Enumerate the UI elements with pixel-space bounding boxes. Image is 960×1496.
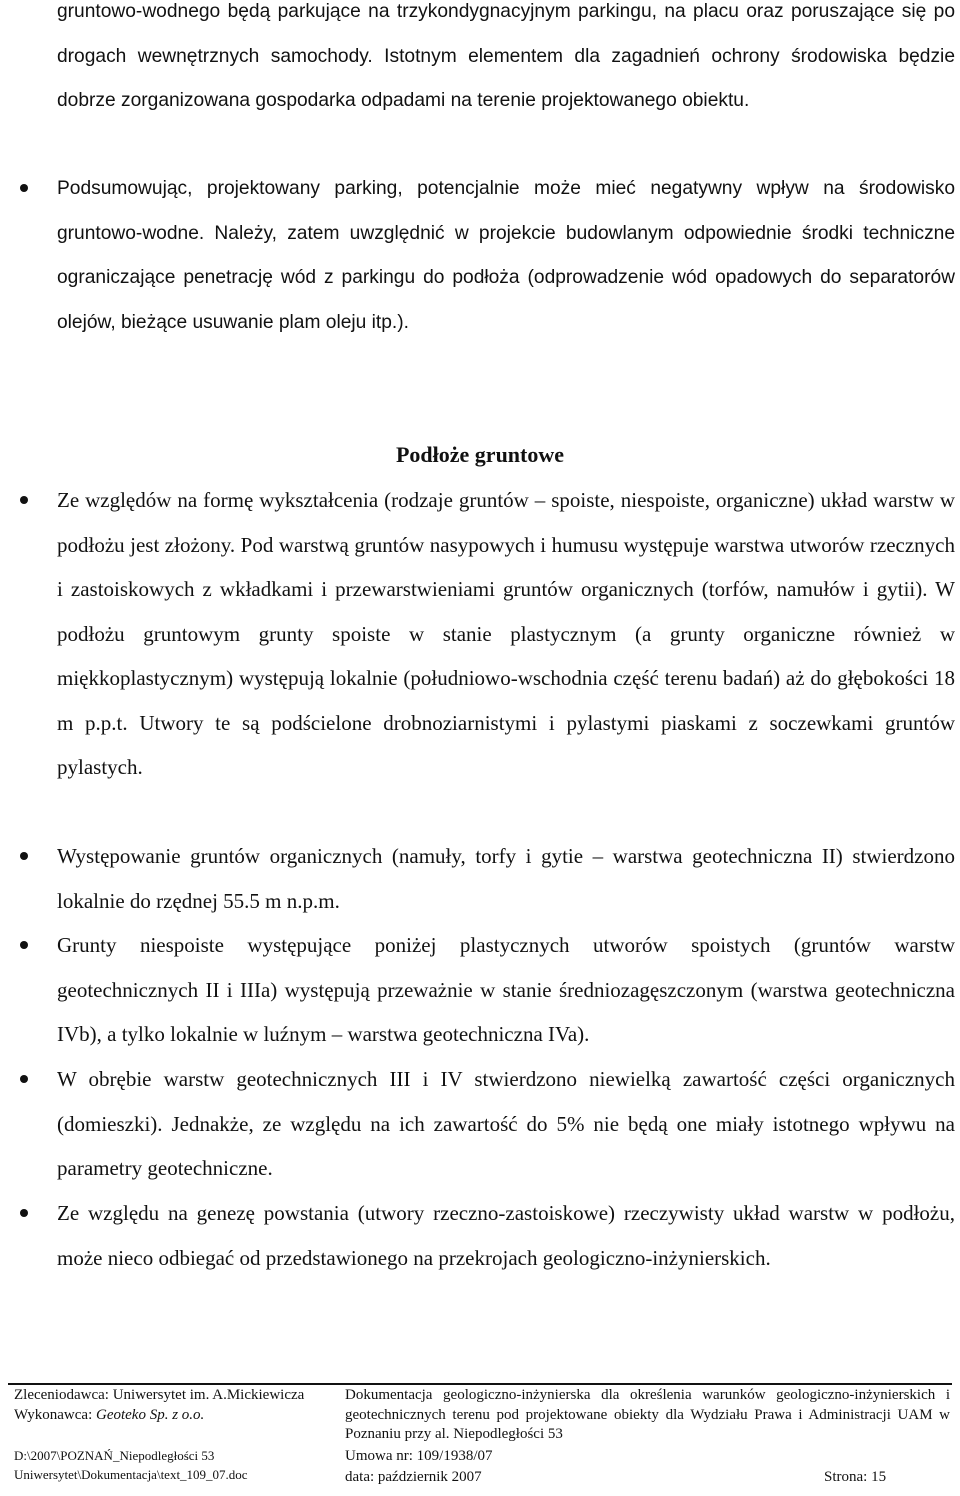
section-heading: Podłoże gruntowe: [395, 442, 565, 467]
bullet-icon: [20, 184, 28, 192]
paragraph-soil-layers: Ze względów na formę wykształcenia (rodzaje gruntów – spoiste, niespoiste, organiczne) układ warstw w podłożu jest złożony. Pod warstwą gruntów nasypowych i humusu występuje warstwa utworów rzecznych i zastoiskowych z wkładkami i przewarstwieniami gruntów organicznych (torfów, namułów i gytii). W podłożu gruntowym grunty spoiste w stanie plastycznym (a grunty organiczne również w miękkoplastycznym) występują lokalnie (południowo-wschodnia część terenu badań) aż do głębokości 18 m p.p.t. Utwory te są podścielone drobnoziarnistymi i pylastymi piaskami z soczewkami gruntów pylastych.: [57, 488, 955, 779]
paragraph-genesis: Ze względu na genezę powstania (utwory rzeczno-zastoiskowe) rzeczywisty układ warstw w podłożu, może nieco odbiegać od przedstawionego na przekrojach geologiczno-inżynierskich.: [57, 1201, 955, 1270]
bullet-icon: [20, 496, 28, 504]
footer-divider: [8, 1383, 952, 1385]
bullet-icon: [20, 941, 28, 949]
footer-contractor: [14, 1406, 344, 1426]
bullet-icon: [20, 1075, 28, 1083]
footer-contractor-label: Wykonawca:: [14, 1407, 96, 1423]
footer-client: Zleceniodawca: Uniwersytet im. A.Mickiewicza: [14, 1387, 305, 1403]
footer-file-path-line2: Uniwersytet\Dokumentacja\text_109_07.doc: [14, 1467, 248, 1482]
footer-page-number: Strona: 15: [824, 1469, 887, 1485]
footer-date: data: październik 2007: [345, 1469, 482, 1485]
bullet-icon: [20, 852, 28, 860]
footer-file-path-line1: D:\2007\POZNAŃ_Niepodległości 53: [14, 1448, 215, 1463]
paragraph-summary: Podsumowując, projektowany parking, potencjalnie może mieć negatywny wpływ na środowisko gruntowo-wodne. Należy, zatem uwzględnić w projekcie budowlanym odpowiednie środki techniczne ograniczające penetrację wód z parkingu do podłoża (odprowadzenie wód opadowych do separatorów olejów, bieżące usuwanie plam oleju itp.).: [57, 178, 955, 333]
bullet-icon: [20, 1209, 28, 1217]
footer-contractor-name: Geoteko Sp. z o.o.: [95, 1407, 205, 1423]
paragraph-organic-admixtures: W obrębie warstw geotechnicznych III i IV stwierdzono niewielką zawartość części organicznych (domieszki). Jednakże, ze względu na ich zawartość do 5% nie będą one miały istotnego wpływu na parametry geotechniczne.: [57, 1067, 955, 1180]
footer-contract-number: Umowa nr: 109/1938/07: [345, 1448, 493, 1464]
paragraph-intro-continuation: gruntowo-wodnego będą parkujące na trzykondygnacyjnym parkingu, na placu oraz poruszające się po drogach wewnętrznych samochody. Istotnym elementem dla zagadnień ochrony środowiska będzie dobrze zorganizowana gospodarka odpadami na terenie projektowanego obiektu.: [57, 1, 955, 111]
footer-document-title: Dokumentacja geologiczno-inżynierska dla określenia warunków geologiczno-inżynierskich i geotechnicznych terenu pod projektowane obiekty dla Wydziału Prawa i Administracji UAM w Poznaniu przy al. Niepodległości 53: [345, 1387, 950, 1442]
paragraph-organic-soils: Występowanie gruntów organicznych (namuły, torfy i gytie – warstwa geotechniczna II) stwierdzono lokalnie do rzędnej 55.5 m n.p.m.: [57, 844, 955, 913]
paragraph-noncohesive-soils: Grunty niespoiste występujące poniżej plastycznych utworów spoistych (gruntów warstw geotechnicznych II i IIIa) występują przeważnie w stanie średniozagęszczonym (warstwa geotechniczna IVb), a tylko lokalnie w luźnym – warstwa geotechniczna IVa).: [57, 933, 955, 1046]
